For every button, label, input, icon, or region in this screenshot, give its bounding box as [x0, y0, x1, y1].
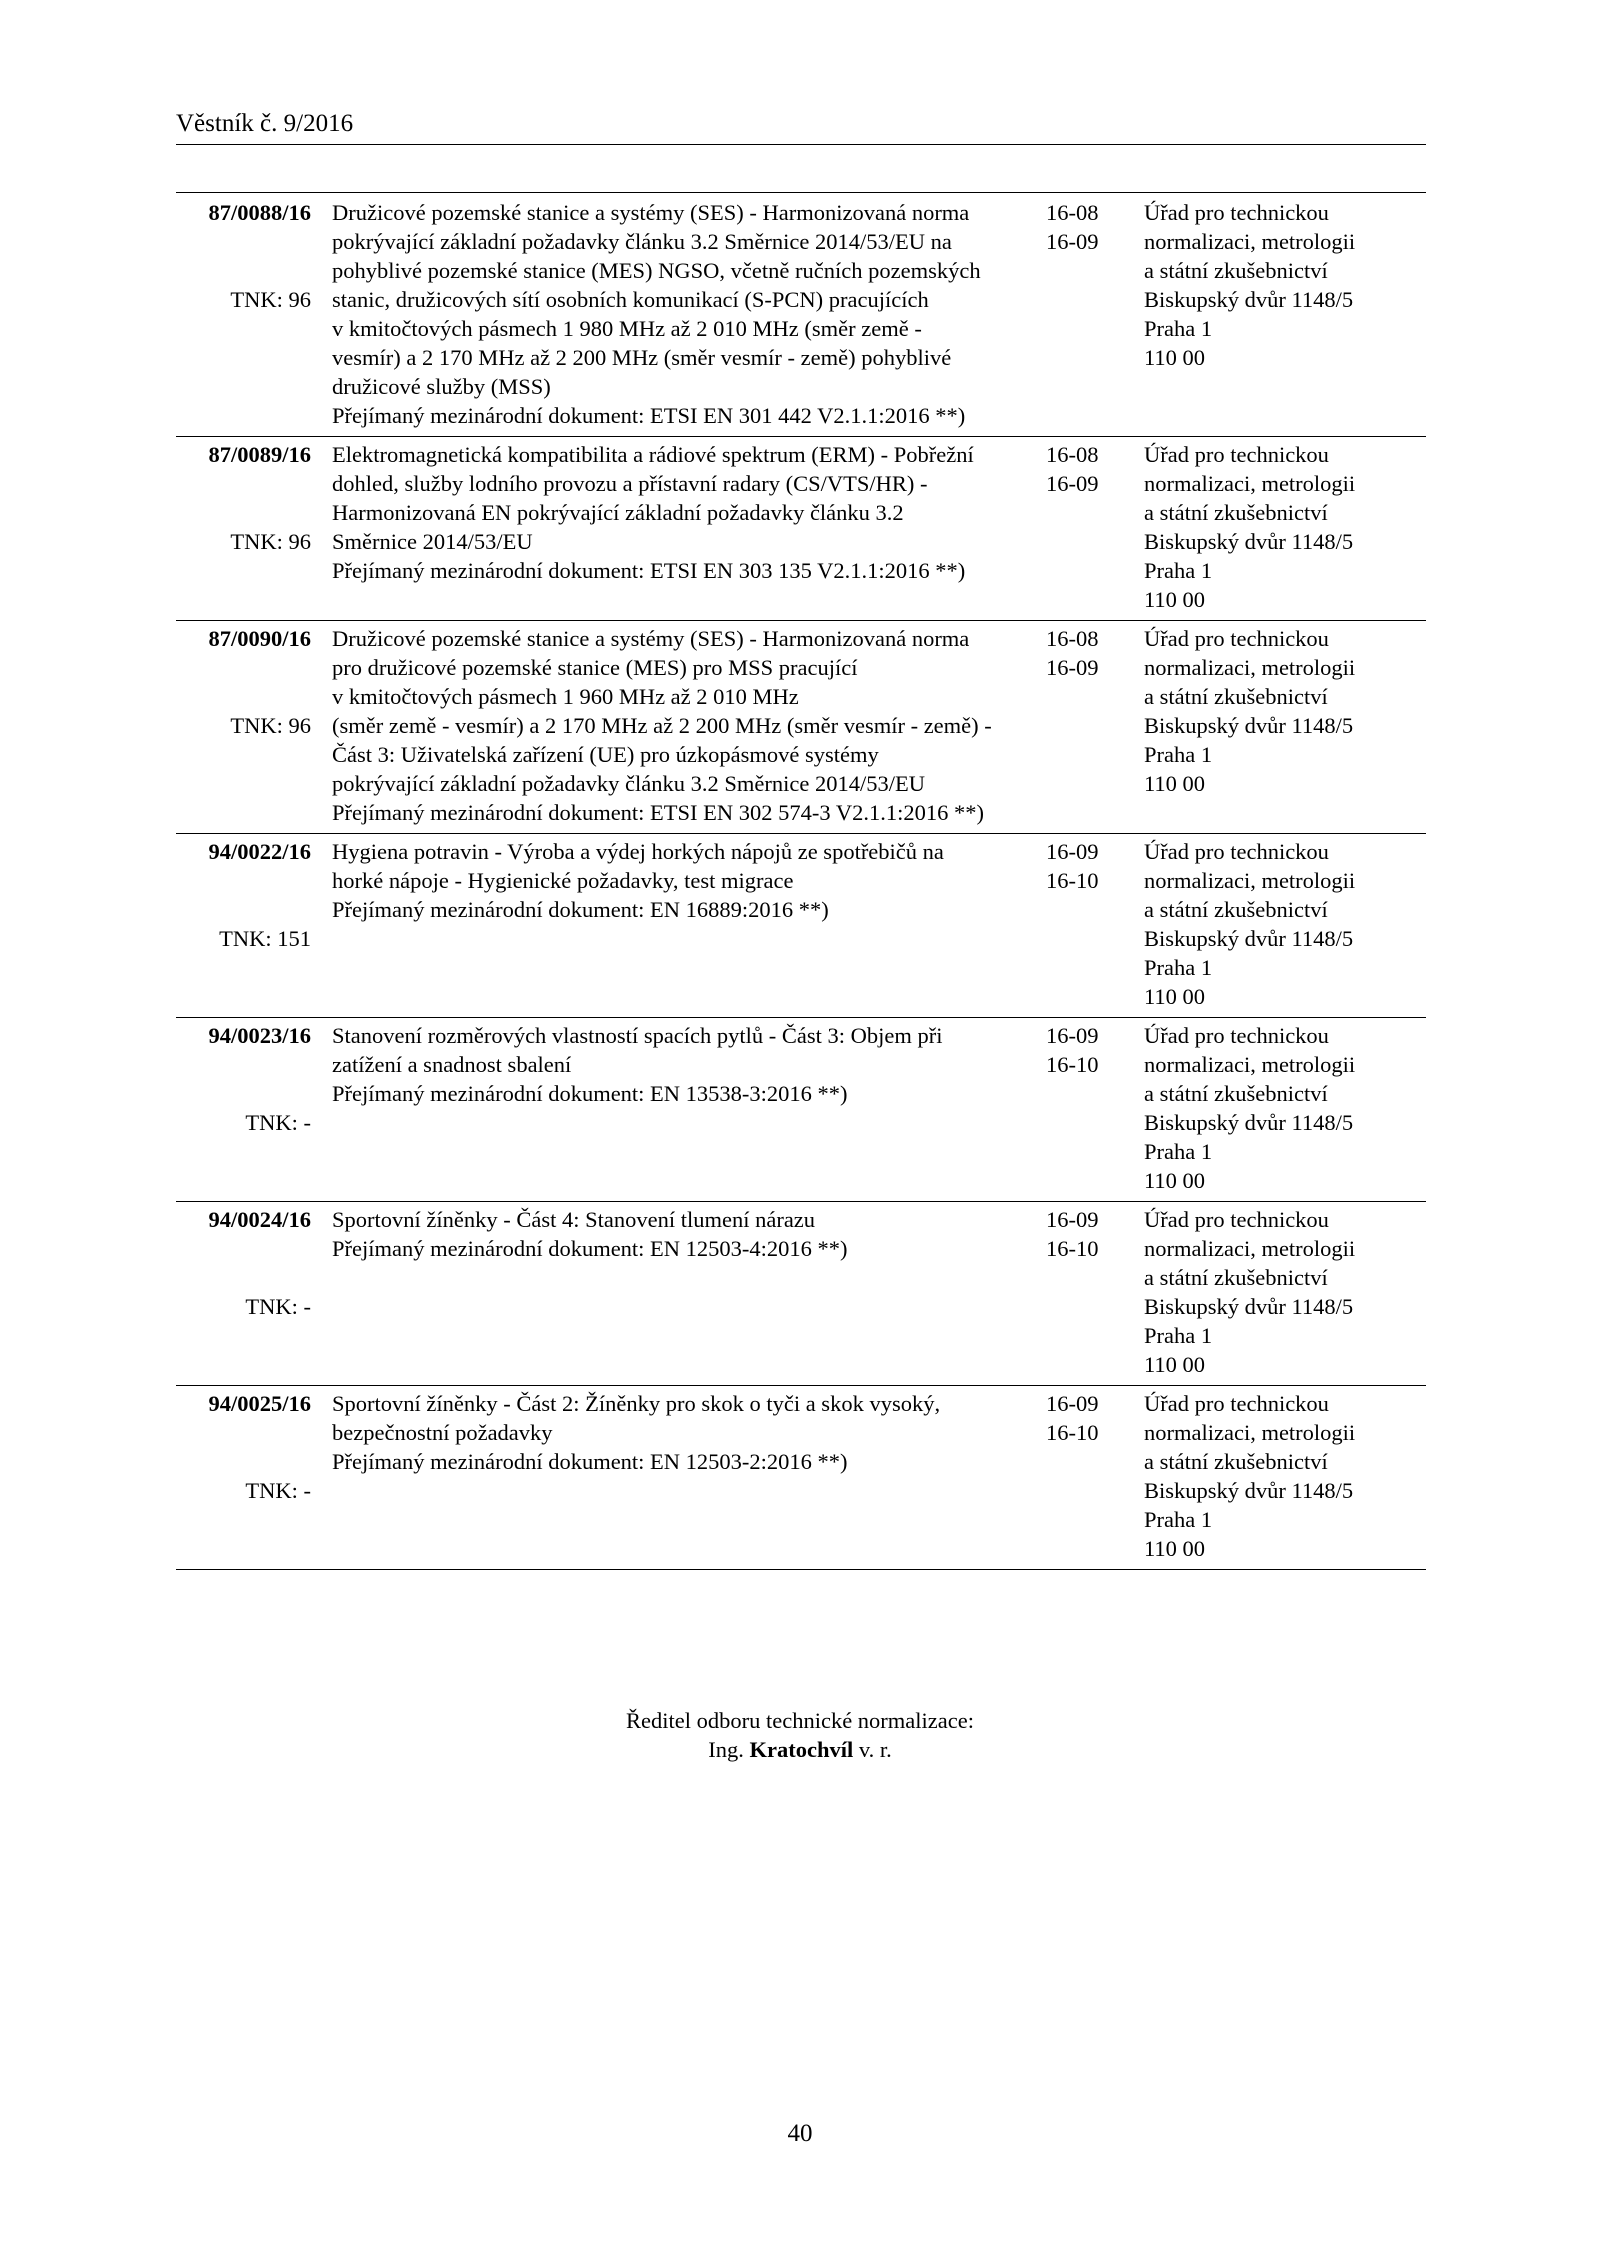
- record-title: [311, 624, 1039, 827]
- office-address-line: Biskupský dvůr 1148/5: [1144, 713, 1354, 738]
- office-address-line: normalizaci, metrologii: [1144, 655, 1356, 680]
- record-row: [176, 195, 1426, 437]
- record-row: [176, 437, 1426, 621]
- office-address-line: a státní zkušebnictví: [1144, 258, 1328, 283]
- record-dates: [1039, 1021, 1134, 1195]
- office-address-line: a státní zkušebnictví: [1144, 1081, 1328, 1106]
- office-address-line: Úřad pro technickou: [1144, 1207, 1329, 1232]
- office-address-line: 110 00: [1144, 1536, 1206, 1561]
- office-address-line: 110 00: [1144, 984, 1206, 1009]
- record-tnk: TNK: -: [245, 1294, 311, 1319]
- record-title-line: Harmonizovaná EN pokrývající základní požadavky článku 3.2: [332, 500, 904, 525]
- record-row: [176, 834, 1426, 1018]
- record-id-cell: [176, 440, 311, 614]
- record-office-address: [1134, 624, 1426, 827]
- office-address-line: Praha 1: [1144, 1323, 1213, 1348]
- office-address-line: Úřad pro technickou: [1144, 442, 1329, 467]
- signature-suffix: v. r.: [858, 1737, 892, 1762]
- office-address-line: Praha 1: [1144, 1139, 1213, 1164]
- record-tnk: TNK: -: [245, 1478, 311, 1503]
- record-id-cell: [176, 1205, 311, 1379]
- office-address-line: Biskupský dvůr 1148/5: [1144, 926, 1354, 951]
- record-date: 16-09: [1046, 1207, 1099, 1232]
- office-address-line: Praha 1: [1144, 316, 1213, 341]
- record-date: 16-09: [1046, 1391, 1099, 1416]
- record-dates: [1039, 1205, 1134, 1379]
- office-address-line: Biskupský dvůr 1148/5: [1144, 529, 1354, 554]
- record-dates: [1039, 198, 1134, 430]
- record-tnk: TNK: 151: [219, 926, 311, 951]
- record-title-line: Sportovní žíněnky - Část 2: Žíněnky pro skok o tyči a skok vysoký,: [332, 1391, 941, 1416]
- record-title-line: (směr země - vesmír) a 2 170 MHz až 2 200 MHz (směr vesmír - země) -: [332, 713, 992, 738]
- office-address-line: Úřad pro technickou: [1144, 839, 1329, 864]
- record-row: [176, 1018, 1426, 1202]
- office-address-line: a státní zkušebnictví: [1144, 500, 1328, 525]
- record-office-address: [1134, 837, 1426, 1011]
- record-id: 94/0025/16: [208, 1391, 311, 1416]
- record-id-cell: [176, 837, 311, 1011]
- signature-prefix: Ing.: [708, 1737, 744, 1762]
- record-dates: [1039, 440, 1134, 614]
- record-title: [311, 837, 1039, 1011]
- office-address-line: Praha 1: [1144, 1507, 1213, 1532]
- office-address-line: Úřad pro technickou: [1144, 1023, 1329, 1048]
- record-title-line: v kmitočtových pásmech 1 960 MHz až 2 010 MHz: [332, 684, 799, 709]
- record-title: [311, 198, 1039, 430]
- record-tnk: TNK: 96: [230, 529, 311, 554]
- record-office-address: [1134, 1021, 1426, 1195]
- record-title-line: Přejímaný mezinárodní dokument: ETSI EN 301 442 V2.1.1:2016 **): [332, 403, 966, 428]
- office-address-line: normalizaci, metrologii: [1144, 868, 1356, 893]
- record-title-line: Přejímaný mezinárodní dokument: ETSI EN 303 135 V2.1.1:2016 **): [332, 558, 966, 583]
- record-date: 16-08: [1046, 200, 1099, 225]
- record-title-line: dohled, služby lodního provozu a přístavní radary (CS/VTS/HR) -: [332, 471, 928, 496]
- office-address-line: 110 00: [1144, 771, 1206, 796]
- record-date: 16-10: [1046, 868, 1099, 893]
- record-id: 94/0024/16: [208, 1207, 311, 1232]
- record-title-line: Přejímaný mezinárodní dokument: ETSI EN 302 574-3 V2.1.1:2016 **): [332, 800, 984, 825]
- office-address-line: Biskupský dvůr 1148/5: [1144, 1110, 1354, 1135]
- record-office-address: [1134, 1205, 1426, 1379]
- record-title: [311, 440, 1039, 614]
- record-title-line: Stanovení rozměrových vlastností spacích pytlů - Část 3: Objem při: [332, 1023, 943, 1048]
- record-tnk: TNK: 96: [230, 287, 311, 312]
- record-dates: [1039, 1389, 1134, 1563]
- record-title-line: Hygiena potravin - Výroba a výdej horkých nápojů ze spotřebičů na: [332, 839, 944, 864]
- record-date: 16-10: [1046, 1420, 1099, 1445]
- record-date: 16-09: [1046, 471, 1099, 496]
- record-title-line: pokrývající základní požadavky článku 3.2 Směrnice 2014/53/EU na: [332, 229, 952, 254]
- record-id-cell: [176, 1021, 311, 1195]
- record-title-line: Elektromagnetická kompatibilita a rádiové spektrum (ERM) - Pobřežní: [332, 442, 974, 467]
- record-row: [176, 621, 1426, 834]
- record-title-line: pro družicové pozemské stanice (MES) pro MSS pracující: [332, 655, 858, 680]
- office-address-line: Biskupský dvůr 1148/5: [1144, 1294, 1354, 1319]
- office-address-line: a státní zkušebnictví: [1144, 1449, 1328, 1474]
- record-id: 87/0089/16: [208, 442, 311, 467]
- record-office-address: [1134, 440, 1426, 614]
- table-top-divider: [176, 192, 1426, 193]
- record-row: [176, 1202, 1426, 1386]
- record-title-line: Družicové pozemské stanice a systémy (SES) - Harmonizovaná norma: [332, 626, 970, 651]
- office-address-line: Praha 1: [1144, 955, 1213, 980]
- record-title-line: Část 3: Uživatelská zařízení (UE) pro úzkopásmové systémy: [332, 742, 879, 767]
- office-address-line: 110 00: [1144, 345, 1206, 370]
- record-office-address: [1134, 198, 1426, 430]
- signature-name: Kratochvíl: [749, 1737, 854, 1762]
- office-address-line: Praha 1: [1144, 742, 1213, 767]
- record-title-line: Přejímaný mezinárodní dokument: EN 12503-4:2016 **): [332, 1236, 848, 1261]
- record-title-line: pohyblivé pozemské stanice (MES) NGSO, včetně ručních pozemských: [332, 258, 981, 283]
- record-id-cell: [176, 1389, 311, 1563]
- office-address-line: Praha 1: [1144, 558, 1213, 583]
- record-date: 16-10: [1046, 1236, 1099, 1261]
- record-date: 16-09: [1046, 839, 1099, 864]
- record-date: 16-09: [1046, 655, 1099, 680]
- record-title-line: zatížení a snadnost sbalení: [332, 1052, 572, 1077]
- office-address-line: Biskupský dvůr 1148/5: [1144, 1478, 1354, 1503]
- office-address-line: Biskupský dvůr 1148/5: [1144, 287, 1354, 312]
- signature-block: [0, 1706, 1600, 1764]
- office-address-line: normalizaci, metrologii: [1144, 471, 1356, 496]
- record-dates: [1039, 837, 1134, 1011]
- office-address-line: a státní zkušebnictví: [1144, 684, 1328, 709]
- record-title-line: Družicové pozemské stanice a systémy (SES) - Harmonizovaná norma: [332, 200, 970, 225]
- record-title-line: horké nápoje - Hygienické požadavky, test migrace: [332, 868, 794, 893]
- office-address-line: 110 00: [1144, 1352, 1206, 1377]
- office-address-line: a státní zkušebnictví: [1144, 897, 1328, 922]
- page-number: 40: [787, 2120, 813, 2147]
- record-dates: [1039, 624, 1134, 827]
- record-title-line: stanic, družicových sítí osobních komunikací (S-PCN) pracujících: [332, 287, 929, 312]
- signature-name-line: [0, 1735, 1600, 1764]
- record-title-line: bezpečnostní požadavky: [332, 1420, 553, 1445]
- record-title: [311, 1389, 1039, 1563]
- record-id: 94/0023/16: [208, 1023, 311, 1048]
- records-table: [176, 195, 1426, 1570]
- record-id: 94/0022/16: [208, 839, 311, 864]
- record-title: [311, 1021, 1039, 1195]
- office-address-line: normalizaci, metrologii: [1144, 1420, 1356, 1445]
- record-title-line: Přejímaný mezinárodní dokument: EN 12503-2:2016 **): [332, 1449, 848, 1474]
- office-address-line: Úřad pro technickou: [1144, 1391, 1329, 1416]
- office-address-line: normalizaci, metrologii: [1144, 229, 1356, 254]
- record-title-line: v kmitočtových pásmech 1 980 MHz až 2 010 MHz (směr země -: [332, 316, 922, 341]
- office-address-line: 110 00: [1144, 1168, 1206, 1193]
- page-header-title: Věstník č. 9/2016: [176, 110, 354, 137]
- record-row: [176, 1386, 1426, 1570]
- record-id-cell: [176, 624, 311, 827]
- office-address-line: 110 00: [1144, 587, 1206, 612]
- record-tnk: TNK: 96: [230, 713, 311, 738]
- record-date: 16-08: [1046, 626, 1099, 651]
- office-address-line: normalizaci, metrologii: [1144, 1236, 1356, 1261]
- record-date: 16-10: [1046, 1052, 1099, 1077]
- office-address-line: Úřad pro technickou: [1144, 200, 1329, 225]
- header-divider: [176, 144, 1426, 145]
- record-id-cell: [176, 198, 311, 430]
- record-date: 16-08: [1046, 442, 1099, 467]
- signature-title: Ředitel odboru technické normalizace:: [626, 1708, 974, 1733]
- record-title-line: družicové služby (MSS): [332, 374, 551, 399]
- record-id: 87/0088/16: [208, 200, 311, 225]
- record-date: 16-09: [1046, 229, 1099, 254]
- record-title-line: vesmír) a 2 170 MHz až 2 200 MHz (směr vesmír - země) pohyblivé: [332, 345, 952, 370]
- office-address-line: normalizaci, metrologii: [1144, 1052, 1356, 1077]
- office-address-line: Úřad pro technickou: [1144, 626, 1329, 651]
- record-tnk: TNK: -: [245, 1110, 311, 1135]
- record-title-line: Přejímaný mezinárodní dokument: EN 16889:2016 **): [332, 897, 829, 922]
- record-date: 16-09: [1046, 1023, 1099, 1048]
- record-title: [311, 1205, 1039, 1379]
- record-title-line: Přejímaný mezinárodní dokument: EN 13538-3:2016 **): [332, 1081, 848, 1106]
- record-office-address: [1134, 1389, 1426, 1563]
- office-address-line: a státní zkušebnictví: [1144, 1265, 1328, 1290]
- record-title-line: Směrnice 2014/53/EU: [332, 529, 533, 554]
- record-title-line: Sportovní žíněnky - Část 4: Stanovení tlumení nárazu: [332, 1207, 816, 1232]
- record-id: 87/0090/16: [208, 626, 311, 651]
- record-title-line: pokrývající základní požadavky článku 3.2 Směrnice 2014/53/EU: [332, 771, 925, 796]
